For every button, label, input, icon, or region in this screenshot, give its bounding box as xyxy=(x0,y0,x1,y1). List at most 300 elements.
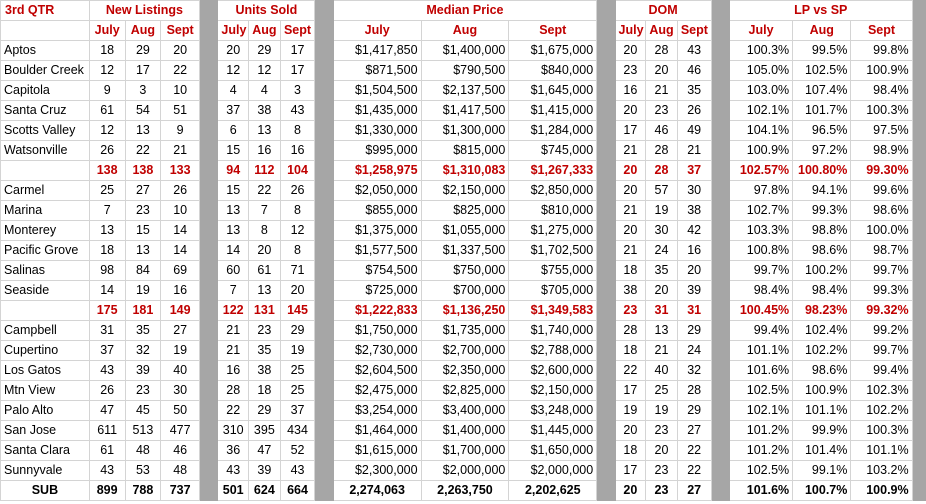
median-price-cell: $1,750,000 xyxy=(333,321,421,341)
units-sold-cell: 21 xyxy=(218,321,249,341)
new-listings-cell: 23 xyxy=(125,201,161,221)
dom-cell: 19 xyxy=(646,401,678,421)
new-listings-cell: 26 xyxy=(161,181,200,201)
new-listings-cell: 10 xyxy=(161,81,200,101)
quarter-title: 3rd QTR xyxy=(1,1,90,21)
month-sept: Sept xyxy=(509,21,597,41)
units-sold-cell: 43 xyxy=(280,101,315,121)
column-divider xyxy=(315,361,333,381)
column-divider xyxy=(711,141,729,161)
new-listings-cell: 48 xyxy=(161,461,200,481)
dom-cell: 29 xyxy=(677,401,711,421)
group-dom: DOM xyxy=(615,1,711,21)
table-row xyxy=(1,321,926,341)
median-price-cell: $754,500 xyxy=(333,261,421,281)
units-sold-cell: 3 xyxy=(280,81,315,101)
area-name: Sunnyvale xyxy=(1,461,90,481)
dom-cell: 23 xyxy=(615,301,646,321)
column-divider xyxy=(711,421,729,441)
area-name: Boulder Creek xyxy=(1,61,90,81)
column-divider xyxy=(200,61,218,81)
lp-vs-sp-cell: 103.2% xyxy=(851,461,912,481)
column-divider xyxy=(200,101,218,121)
lp-vs-sp-cell: 99.7% xyxy=(851,261,912,281)
column-divider xyxy=(315,321,333,341)
table-row xyxy=(1,361,926,381)
units-sold-cell: 112 xyxy=(249,161,281,181)
median-price-cell: $1,650,000 xyxy=(509,441,597,461)
total-row xyxy=(1,481,926,501)
units-sold-cell: 38 xyxy=(249,101,281,121)
median-price-cell: $1,735,000 xyxy=(421,321,509,341)
new-listings-cell: 40 xyxy=(161,361,200,381)
median-price-cell: $1,464,000 xyxy=(333,421,421,441)
dom-cell: 28 xyxy=(646,141,678,161)
units-sold-cell: 16 xyxy=(218,361,249,381)
new-listings-cell: 29 xyxy=(125,41,161,61)
column-divider xyxy=(315,141,333,161)
new-listings-cell: 737 xyxy=(161,481,200,501)
median-price-cell: $1,267,333 xyxy=(509,161,597,181)
units-sold-cell: 19 xyxy=(280,341,315,361)
column-divider xyxy=(711,201,729,221)
new-listings-cell: 61 xyxy=(89,441,125,461)
column-divider xyxy=(200,141,218,161)
month-sept: Sept xyxy=(280,21,315,41)
column-divider xyxy=(912,101,925,121)
column-divider xyxy=(711,161,729,181)
month-header-row xyxy=(1,21,926,41)
dom-cell: 31 xyxy=(677,301,711,321)
median-price-cell: $871,500 xyxy=(333,61,421,81)
lp-vs-sp-cell: 99.2% xyxy=(851,321,912,341)
area-name: San Jose xyxy=(1,421,90,441)
new-listings-cell: 53 xyxy=(125,461,161,481)
units-sold-cell: 22 xyxy=(218,401,249,421)
dom-cell: 23 xyxy=(615,61,646,81)
column-divider xyxy=(711,401,729,421)
dom-cell: 29 xyxy=(677,321,711,341)
month-july: July xyxy=(333,21,421,41)
area-name: Seaside xyxy=(1,281,90,301)
dom-cell: 23 xyxy=(646,461,678,481)
lp-vs-sp-cell: 97.2% xyxy=(793,141,851,161)
dom-cell: 26 xyxy=(677,101,711,121)
table-row xyxy=(1,61,926,81)
units-sold-cell: 13 xyxy=(249,281,281,301)
column-divider xyxy=(315,381,333,401)
column-divider xyxy=(597,461,615,481)
lp-vs-sp-cell: 100.0% xyxy=(851,221,912,241)
new-listings-cell: 14 xyxy=(161,241,200,261)
table-row xyxy=(1,221,926,241)
column-divider xyxy=(597,41,615,61)
month-aug: Aug xyxy=(125,21,161,41)
area-name: Watsonville xyxy=(1,141,90,161)
dom-cell: 21 xyxy=(646,81,678,101)
units-sold-cell: 4 xyxy=(218,81,249,101)
month-july: July xyxy=(729,21,792,41)
column-divider xyxy=(711,461,729,481)
column-divider xyxy=(315,201,333,221)
units-sold-cell: 94 xyxy=(218,161,249,181)
month-sept: Sept xyxy=(677,21,711,41)
units-sold-cell: 36 xyxy=(218,441,249,461)
subtotal-row xyxy=(1,161,926,181)
new-listings-cell: 23 xyxy=(125,381,161,401)
column-divider xyxy=(315,301,333,321)
median-price-cell: $1,615,000 xyxy=(333,441,421,461)
median-price-cell: $855,000 xyxy=(333,201,421,221)
lp-vs-sp-cell: 100.45% xyxy=(729,301,792,321)
table-row xyxy=(1,121,926,141)
new-listings-cell: 12 xyxy=(89,61,125,81)
dom-cell: 16 xyxy=(677,241,711,261)
month-sept: Sept xyxy=(161,21,200,41)
new-listings-cell: 32 xyxy=(125,341,161,361)
new-listings-cell: 12 xyxy=(89,121,125,141)
subtotal-row xyxy=(1,301,926,321)
new-listings-cell: 513 xyxy=(125,421,161,441)
month-aug: Aug xyxy=(421,21,509,41)
dom-cell: 17 xyxy=(615,381,646,401)
month-july: July xyxy=(615,21,646,41)
median-price-cell: $745,000 xyxy=(509,141,597,161)
units-sold-cell: 35 xyxy=(249,341,281,361)
units-sold-cell: 52 xyxy=(280,441,315,461)
median-price-cell: $1,400,000 xyxy=(421,41,509,61)
lp-vs-sp-cell: 99.1% xyxy=(793,461,851,481)
column-divider xyxy=(711,101,729,121)
lp-vs-sp-cell: 99.3% xyxy=(793,201,851,221)
group-new-listings: New Listings xyxy=(89,1,199,21)
lp-vs-sp-cell: 98.4% xyxy=(793,281,851,301)
column-divider xyxy=(315,401,333,421)
month-aug: Aug xyxy=(646,21,678,41)
column-divider xyxy=(912,341,925,361)
column-divider xyxy=(597,21,615,41)
lp-vs-sp-cell: 98.6% xyxy=(851,201,912,221)
column-divider xyxy=(597,101,615,121)
lp-vs-sp-cell: 102.5% xyxy=(729,461,792,481)
dom-cell: 20 xyxy=(615,41,646,61)
dom-cell: 21 xyxy=(677,141,711,161)
area-name: SUB xyxy=(1,481,90,501)
units-sold-cell: 131 xyxy=(249,301,281,321)
units-sold-cell: 6 xyxy=(218,121,249,141)
lp-vs-sp-cell: 102.57% xyxy=(729,161,792,181)
column-divider xyxy=(200,401,218,421)
dom-cell: 21 xyxy=(615,241,646,261)
units-sold-cell: 13 xyxy=(249,121,281,141)
median-price-cell: $1,055,000 xyxy=(421,221,509,241)
column-divider xyxy=(912,481,925,501)
dom-cell: 57 xyxy=(646,181,678,201)
units-sold-cell: 61 xyxy=(249,261,281,281)
median-price-cell: $1,310,083 xyxy=(421,161,509,181)
column-divider xyxy=(912,221,925,241)
new-listings-cell: 181 xyxy=(125,301,161,321)
lp-vs-sp-cell: 99.7% xyxy=(729,261,792,281)
lp-vs-sp-cell: 100.9% xyxy=(851,481,912,501)
units-sold-cell: 47 xyxy=(249,441,281,461)
units-sold-cell: 39 xyxy=(249,461,281,481)
units-sold-cell: 20 xyxy=(280,281,315,301)
median-price-cell: $2,300,000 xyxy=(333,461,421,481)
column-divider xyxy=(200,461,218,481)
dom-cell: 40 xyxy=(646,361,678,381)
new-listings-cell: 10 xyxy=(161,201,200,221)
column-divider xyxy=(912,81,925,101)
area-name: Cupertino xyxy=(1,341,90,361)
median-price-cell: $3,248,000 xyxy=(509,401,597,421)
column-divider xyxy=(711,481,729,501)
table-row xyxy=(1,421,926,441)
column-divider xyxy=(315,41,333,61)
new-listings-cell: 27 xyxy=(125,181,161,201)
column-divider xyxy=(315,261,333,281)
units-sold-cell: 22 xyxy=(249,181,281,201)
lp-vs-sp-cell: 98.7% xyxy=(851,241,912,261)
median-price-cell: $1,337,500 xyxy=(421,241,509,261)
lp-vs-sp-cell: 99.30% xyxy=(851,161,912,181)
units-sold-cell: 71 xyxy=(280,261,315,281)
new-listings-cell: 21 xyxy=(161,141,200,161)
column-divider xyxy=(597,61,615,81)
units-sold-cell: 8 xyxy=(280,201,315,221)
table-row xyxy=(1,181,926,201)
column-divider xyxy=(597,381,615,401)
dom-cell: 17 xyxy=(615,461,646,481)
column-divider xyxy=(200,201,218,221)
group-units-sold: Units Sold xyxy=(218,1,315,21)
lp-vs-sp-cell: 100.8% xyxy=(729,241,792,261)
median-price-cell: $840,000 xyxy=(509,61,597,81)
new-listings-cell: 39 xyxy=(125,361,161,381)
lp-vs-sp-cell: 100.9% xyxy=(729,141,792,161)
units-sold-cell: 15 xyxy=(218,181,249,201)
units-sold-cell: 434 xyxy=(280,421,315,441)
dom-cell: 25 xyxy=(646,381,678,401)
dom-cell: 13 xyxy=(646,321,678,341)
column-divider xyxy=(315,481,333,501)
lp-vs-sp-cell: 100.3% xyxy=(851,421,912,441)
dom-cell: 21 xyxy=(615,141,646,161)
column-divider xyxy=(200,41,218,61)
units-sold-cell: 145 xyxy=(280,301,315,321)
units-sold-cell: 29 xyxy=(280,321,315,341)
dom-cell: 38 xyxy=(615,281,646,301)
new-listings-cell: 20 xyxy=(161,41,200,61)
lp-vs-sp-cell: 98.9% xyxy=(851,141,912,161)
units-sold-cell: 624 xyxy=(249,481,281,501)
lp-vs-sp-cell: 98.4% xyxy=(851,81,912,101)
month-aug: Aug xyxy=(793,21,851,41)
median-price-cell: $1,400,000 xyxy=(421,421,509,441)
area-name: Carmel xyxy=(1,181,90,201)
lp-vs-sp-cell: 103.0% xyxy=(729,81,792,101)
median-price-cell: $1,702,500 xyxy=(509,241,597,261)
table-row xyxy=(1,441,926,461)
column-divider xyxy=(711,61,729,81)
median-price-cell: $2,788,000 xyxy=(509,341,597,361)
new-listings-cell: 17 xyxy=(125,61,161,81)
lp-vs-sp-cell: 102.4% xyxy=(793,321,851,341)
units-sold-cell: 17 xyxy=(280,61,315,81)
new-listings-cell: 133 xyxy=(161,161,200,181)
dom-cell: 20 xyxy=(615,181,646,201)
blank-cell xyxy=(1,21,90,41)
lp-vs-sp-cell: 101.2% xyxy=(729,421,792,441)
median-price-cell: $1,275,000 xyxy=(509,221,597,241)
median-price-cell: $2,050,000 xyxy=(333,181,421,201)
new-listings-cell: 45 xyxy=(125,401,161,421)
dom-cell: 23 xyxy=(646,421,678,441)
lp-vs-sp-cell: 102.1% xyxy=(729,101,792,121)
new-listings-cell: 13 xyxy=(125,121,161,141)
lp-vs-sp-cell: 102.5% xyxy=(729,381,792,401)
column-divider xyxy=(597,261,615,281)
dom-cell: 31 xyxy=(646,301,678,321)
units-sold-cell: 43 xyxy=(218,461,249,481)
table-row xyxy=(1,261,926,281)
median-price-cell: $995,000 xyxy=(333,141,421,161)
column-divider xyxy=(200,341,218,361)
new-listings-cell: 43 xyxy=(89,361,125,381)
new-listings-cell: 788 xyxy=(125,481,161,501)
new-listings-cell: 46 xyxy=(161,441,200,461)
median-price-cell: $2,350,000 xyxy=(421,361,509,381)
column-divider xyxy=(912,121,925,141)
units-sold-cell: 664 xyxy=(280,481,315,501)
new-listings-cell: 15 xyxy=(125,221,161,241)
median-price-cell: $2,730,000 xyxy=(333,341,421,361)
dom-cell: 23 xyxy=(646,101,678,121)
column-divider xyxy=(912,441,925,461)
units-sold-cell: 38 xyxy=(249,361,281,381)
dom-cell: 27 xyxy=(677,421,711,441)
units-sold-cell: 7 xyxy=(249,201,281,221)
column-divider xyxy=(315,121,333,141)
median-price-cell: $1,577,500 xyxy=(333,241,421,261)
new-listings-cell: 13 xyxy=(89,221,125,241)
dom-cell: 42 xyxy=(677,221,711,241)
new-listings-cell: 27 xyxy=(161,321,200,341)
median-price-cell: $1,284,000 xyxy=(509,121,597,141)
median-price-cell: $1,675,000 xyxy=(509,41,597,61)
area-name xyxy=(1,161,90,181)
units-sold-cell: 13 xyxy=(218,221,249,241)
area-name: Pacific Grove xyxy=(1,241,90,261)
month-july: July xyxy=(89,21,125,41)
new-listings-cell: 477 xyxy=(161,421,200,441)
column-divider xyxy=(711,121,729,141)
median-price-cell: $1,504,500 xyxy=(333,81,421,101)
column-divider xyxy=(315,61,333,81)
column-divider xyxy=(711,341,729,361)
column-divider xyxy=(597,141,615,161)
dom-cell: 28 xyxy=(646,41,678,61)
column-divider xyxy=(200,221,218,241)
column-divider xyxy=(711,81,729,101)
column-divider xyxy=(200,301,218,321)
new-listings-cell: 13 xyxy=(125,241,161,261)
column-divider xyxy=(711,261,729,281)
new-listings-cell: 899 xyxy=(89,481,125,501)
dom-cell: 46 xyxy=(646,121,678,141)
column-divider xyxy=(315,441,333,461)
median-price-cell: $1,445,000 xyxy=(509,421,597,441)
column-divider xyxy=(315,341,333,361)
lp-vs-sp-cell: 102.2% xyxy=(851,401,912,421)
column-divider xyxy=(711,41,729,61)
area-name: Los Gatos xyxy=(1,361,90,381)
column-divider xyxy=(597,441,615,461)
units-sold-cell: 122 xyxy=(218,301,249,321)
column-divider xyxy=(711,221,729,241)
new-listings-cell: 14 xyxy=(161,221,200,241)
dom-cell: 22 xyxy=(615,361,646,381)
column-divider xyxy=(597,121,615,141)
lp-vs-sp-cell: 99.5% xyxy=(793,41,851,61)
units-sold-cell: 37 xyxy=(280,401,315,421)
lp-vs-sp-cell: 100.80% xyxy=(793,161,851,181)
dom-cell: 16 xyxy=(615,81,646,101)
column-divider xyxy=(711,381,729,401)
median-price-cell: $1,645,000 xyxy=(509,81,597,101)
dom-cell: 30 xyxy=(646,221,678,241)
median-price-cell: $1,349,583 xyxy=(509,301,597,321)
dom-cell: 22 xyxy=(677,441,711,461)
lp-vs-sp-cell: 100.7% xyxy=(793,481,851,501)
units-sold-cell: 395 xyxy=(249,421,281,441)
column-divider xyxy=(315,281,333,301)
column-divider xyxy=(200,21,218,41)
dom-cell: 43 xyxy=(677,41,711,61)
new-listings-cell: 54 xyxy=(125,101,161,121)
new-listings-cell: 9 xyxy=(89,81,125,101)
table-row xyxy=(1,461,926,481)
column-divider xyxy=(200,421,218,441)
units-sold-cell: 8 xyxy=(280,121,315,141)
column-divider xyxy=(315,241,333,261)
lp-vs-sp-cell: 98.8% xyxy=(793,221,851,241)
column-divider xyxy=(912,21,925,41)
column-divider xyxy=(711,281,729,301)
lp-vs-sp-cell: 105.0% xyxy=(729,61,792,81)
lp-vs-sp-cell: 104.1% xyxy=(729,121,792,141)
new-listings-cell: 69 xyxy=(161,261,200,281)
median-price-cell: $1,417,500 xyxy=(421,101,509,121)
lp-vs-sp-cell: 98.4% xyxy=(729,281,792,301)
dom-cell: 19 xyxy=(615,401,646,421)
median-price-cell: $2,000,000 xyxy=(421,461,509,481)
units-sold-cell: 501 xyxy=(218,481,249,501)
column-divider xyxy=(200,381,218,401)
lp-vs-sp-cell: 99.3% xyxy=(851,281,912,301)
table-row xyxy=(1,41,926,61)
new-listings-cell: 7 xyxy=(89,201,125,221)
units-sold-cell: 17 xyxy=(280,41,315,61)
dom-cell: 35 xyxy=(646,261,678,281)
median-price-cell: $1,222,833 xyxy=(333,301,421,321)
column-divider xyxy=(912,421,925,441)
median-price-cell: $2,150,000 xyxy=(509,381,597,401)
column-divider xyxy=(912,61,925,81)
dom-cell: 24 xyxy=(677,341,711,361)
column-divider xyxy=(200,121,218,141)
lp-vs-sp-cell: 99.9% xyxy=(793,421,851,441)
